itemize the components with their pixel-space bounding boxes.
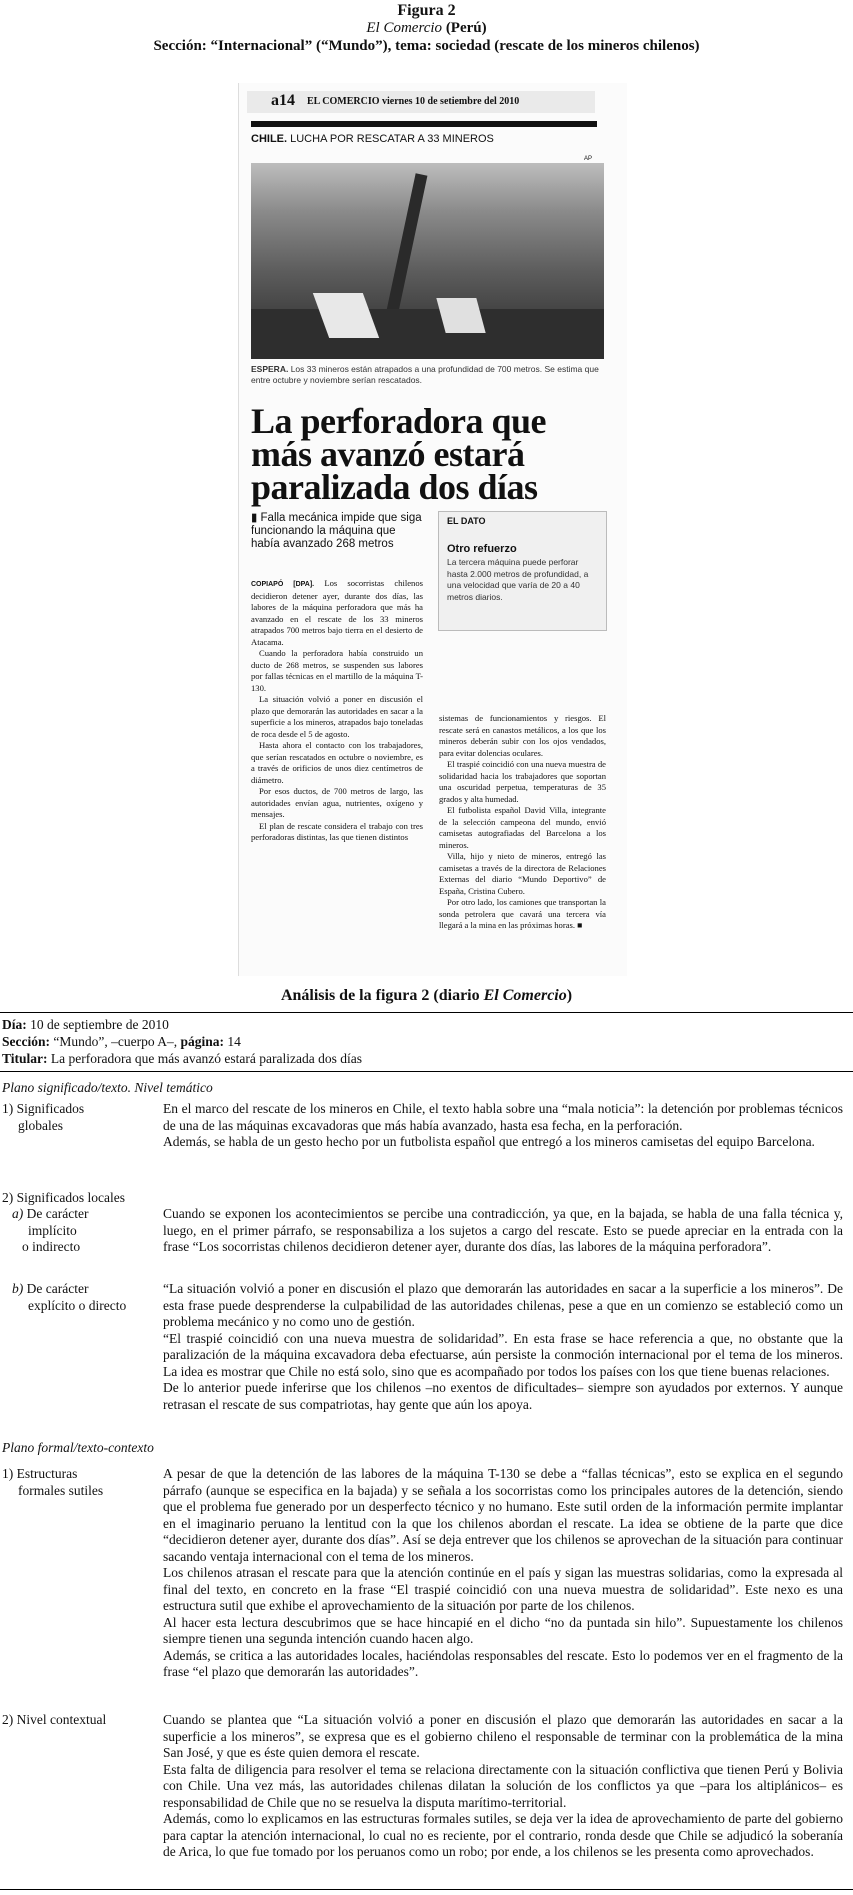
label-line: o indirecto [22, 1239, 81, 1254]
divider [251, 121, 597, 127]
meta-key: Día: [2, 1017, 27, 1032]
paragraph-text: Los socorristas chilenos decidieron detener ayer, durante dos días, las labores de la máquina perforadora que más ha avanzado en el rescate de los 33 mineros atrapados 700 metros bajo tierra en el desierto de Atacama. [251, 578, 423, 647]
analysis-paragraph: “La situación volvió a poner en discusión el plazo que demorarán las autoridades en sacar a la superficie a los mineros”. De esta frase puede desprenderse la culpabilidad de las autoridades chilenas, pese a que en un comienzo se estableció como un problema mecánico y no como uno de gestión. [163, 1281, 843, 1329]
box-text: La tercera máquina puede perforar hasta 2.000 metros de profundidad, a una velocidad que varía de 20 a 40 metros diarios. [447, 557, 589, 602]
analysis-paragraph: “El traspié coincidió con una nueva muestra de solidaridad”. En esta frase se hace referencia a que, no obstante que la paralización de la máquina excavadora deba efectuarse, aún persiste la conmoción internacional por el tema de los mineros. La idea es mostrar que Chile no está solo, sino que es acompañado por todos los países con los que tiene buenas relaciones. [163, 1330, 843, 1379]
article-paragraph: Hasta ahora el contacto con los trabajadores, que serían rescatados en octubre o noviembre, es a través de orificios de unos diez centímetros de diámetro. [251, 740, 423, 785]
article-column-right [439, 713, 606, 932]
label-line: 1) Estructuras [2, 1466, 78, 1481]
analysis-paragraph: Esta falta de diligencia para resolver el tema se relaciona directamente con la situación conflictiva que tienen Perú y Bolivia con Chile. Una vez más, las autoridades chilenas dilatan la solución de los conflictos ya que –para los altiplánicos– es responsabilidad de Chile que no se resuelva la disputa marítimo-territorial. [163, 1761, 843, 1810]
title-part: Análisis de la figura 2 (diario [280, 987, 484, 1004]
mine-rescue-photo [251, 163, 604, 359]
newspaper-masthead [247, 91, 595, 113]
row-label [12, 1206, 88, 1256]
deck: ▮ Falla mecánica impide que siga funcionando la máquina que había avanzado 268 metros [251, 512, 422, 550]
label-marker: a) [12, 1206, 24, 1221]
analysis-paragraph: En el marco del rescate de los mineros en Chile, el texto habla sobre una “mala noticia”: la detención por problemas técnicos de una de las máquinas excavadoras que más había avanzado, hasta esa fecha, en la perforación. [163, 1101, 843, 1133]
article-paragraph: sistemas de funcionamientos y riesgos. El rescate será en canastos metálicos, a los que los mineros deberán subir con los ojos vendados, para evitar dolencias oculares. [439, 713, 606, 758]
row-text [163, 1206, 843, 1256]
analysis-paragraph: Cuando se exponen los acontecimientos se percibe una contradicción, ya que, en la bajada, se habla de una falla técnica y, luego, en el primer párrafo, se responsabiliza a los sujetos a cargo del rescate. Esto se puede apreciar en la entrada con la frase “Los socorristas chilenos decidieron detener ayer, durante dos días, las labores de la máquina perforadora”. [163, 1206, 843, 1254]
row-label: 2) Significados locales [2, 1190, 125, 1205]
figure-section: Sección: “Internacional” (“Mundo”), tema: sociedad (rescate de los mineros chilenos) [153, 38, 700, 54]
row-text [163, 1466, 843, 1681]
article-paragraph: Cuando la perforadora había construido un ducto de 268 metros, se suspenden sus labores por fallas técnicas en el martillo de la máquina T-130. [251, 648, 423, 693]
el-dato-box [438, 511, 607, 631]
row-label [2, 1101, 84, 1134]
analysis-title [0, 987, 853, 1005]
meta-value: 14 [224, 1034, 241, 1049]
divider [0, 1889, 853, 1890]
title-part: ) [566, 987, 573, 1004]
dateline: COPIAPÓ [DPA]. [251, 581, 315, 588]
label-line: implícito [28, 1222, 77, 1238]
page-number: a14 [271, 92, 295, 109]
deck-text: Falla mecánica impide que siga funcionando la máquina que había avanzado 268 metros [251, 512, 422, 550]
row-label [2, 1466, 103, 1499]
label-line: globales [18, 1117, 63, 1133]
flag-shape [436, 298, 485, 333]
box-label: EL DATO [447, 516, 486, 526]
newspaper-clipping [238, 83, 627, 976]
label-marker: b) [12, 1281, 24, 1296]
article-paragraph: Por otro lado, los camiones que transportan la sonda petrolera que cavará una tercera vía llegará a la mina en las próximas horas. ■ [439, 897, 606, 930]
newspaper-name: El Comercio [366, 20, 443, 36]
article-paragraph: El traspié coincidió con una nueva muestra de solidaridad hacia los trabajadores que soportan una oscuridad perpetua, temperaturas de 35 grados y alta humedad. [439, 759, 606, 804]
article-paragraph: Villa, hijo y nieto de mineros, entregó las camisetas a través de la directora de Relaciones Externas del diario “Mundo Deportivo” de España, Cristina Cubero. [439, 851, 606, 896]
ground-shape [251, 309, 604, 359]
row-text [163, 1712, 843, 1861]
caption-text: Los 33 mineros están atrapados a una profundidad de 700 metros. Se estima que entre octubre y noviembre serían rescatados. [251, 364, 599, 385]
photo-caption [251, 364, 604, 386]
box-title: Otro refuerzo [447, 543, 517, 555]
article-paragraph: El futbolista español David Villa, integrante de la selección campeona del mundo, envió camisetas autografiadas del Barcelona a los mineros. [439, 805, 606, 850]
plane-heading: Plano significado/texto. Nivel temático [2, 1080, 213, 1095]
divider [0, 1071, 853, 1072]
figure-title: Figura 2 [397, 2, 456, 19]
title-paper: El Comercio [483, 987, 567, 1004]
caption-bold: ESPERA. [251, 364, 289, 374]
figure-source [0, 20, 853, 37]
kicker-bold: CHILE. [251, 133, 288, 145]
article-paragraph [251, 578, 423, 648]
label-line: De carácter [23, 1281, 89, 1296]
meta-value: 10 de septiembre de 2010 [26, 1017, 169, 1032]
meta-section [2, 1034, 241, 1050]
drill-rig-shape [387, 173, 428, 312]
row-label [12, 1281, 126, 1314]
analysis-paragraph: Además, como lo explicamos en las estructuras formales sutiles, se deja ver la idea de aprovechamiento de parte del gobierno para captar la atención internacional, lo cual no es reciente, por el contrario, ronda desde que Chile se adjudicó la soberanía de Arica, lo que fue tomado por los peruanos como un robo; por ende, a los chilenos se les presenta como aprovechados. [163, 1811, 843, 1859]
analysis-paragraph: Al hacer esta lectura descubrimos que se hace hincapié en el dicho “no da puntada sin hilo”. Supuestamente los chilenos siempre tienen una segunda intención cuando hacen algo. [163, 1614, 843, 1646]
article-paragraph: Por esos ductos, de 700 metros de largo, las autoridades envían agua, nutrientes, oxígeno y mensajes. [251, 786, 423, 819]
meta-value: La perforadora que más avanzó estará paralizada dos días [47, 1051, 362, 1066]
photo-credit: AP [584, 156, 593, 162]
headline: La perforadora que más avanzó estará paralizada dos días [251, 401, 546, 507]
meta-key: Sección: [2, 1034, 50, 1049]
analysis-paragraph: A pesar de que la detención de las labores de la máquina T-130 se debe a “fallas técnicas”, esto se explica en el segundo párrafo (aunque se especifica en la bajada) y se señala a los socorristas como los principales autores de la detención, siendo que el problema fue generado por un desperfecto técnico y no humano. Este sutil orden de la información permite implantar en el imaginario peruano la lentitud con la que los chilenos abordan el rescate. La idea se obtiene de la parte que dice “decidieron detener ayer, durante dos días”. Así se deja entrever que los chilenos se aprovechan de la situación para continuar sacando ventaja internacional con el tema de los mineros. [163, 1466, 843, 1564]
analysis-paragraph: Los chilenos atrasan el rescate para que la atención continúe en el país y sigan las muestras solidarias, como la expresada al final del texto, en concreto en la frase “El traspié coincidió con una nueva muestra de solidaridad”. Este nexo es una estructura sutil que exhibe el aprovechamiento de la situación por parte de los chilenos. [163, 1565, 843, 1613]
divider [0, 1012, 853, 1013]
analysis-paragraph: Además, se critica a las autoridades locales, haciéndolas responsables del rescate. Esto lo podemos ver en el fragmento de la frase “el plazo que demorarán las autoridades”. [163, 1647, 843, 1679]
article-paragraph: La situación volvió a poner en discusión el plazo que demorarán las autoridades en sacar a la superficie a los mineros, atrapados bajo toneladas de roca desde el 5 de agosto. [251, 694, 423, 739]
newspaper-country: (Perú) [445, 20, 487, 36]
meta-headline [2, 1051, 362, 1067]
label-line: formales sutiles [18, 1482, 104, 1498]
meta-day [2, 1017, 169, 1033]
analysis-paragraph: Además, se habla de un gesto hecho por un futbolista español que entregó a los mineros camisetas del equipo Barcelona. [163, 1134, 815, 1149]
meta-key: página: [180, 1034, 224, 1049]
kicker-text: LUCHA POR RESCATAR A 33 MINEROS [290, 133, 494, 145]
analysis-paragraph: Cuando se plantea que “La situación volvió a poner en discusión el plazo que demorarán las autoridades en sacar a la superficie a los mineros”, se expresa que es el gobierno chileno el responsable de terminar con la problemática de la mina San José, y que es éste quien demora el rescate. [163, 1712, 843, 1760]
label-line: 1) Significados [2, 1101, 85, 1116]
row-label: 2) Nivel contextual [2, 1712, 107, 1727]
meta-value: “Mundo”, –cuerpo A–, [50, 1034, 181, 1049]
label-line: explícito o directo [28, 1297, 127, 1313]
row-text [163, 1101, 843, 1151]
label-line: De carácter [23, 1206, 89, 1221]
plane-heading: Plano formal/texto-contexto [2, 1440, 154, 1455]
meta-key: Titular: [2, 1051, 48, 1066]
article-column-left [251, 578, 423, 844]
masthead-date: EL COMERCIO viernes 10 de setiembre del 2010 [307, 96, 520, 107]
article-paragraph: El plan de rescate considera el trabajo con tres perforadoras distintas, las que tienen distintos [251, 820, 423, 842]
analysis-paragraph: De lo anterior puede inferirse que los chilenos –no exentos de dificultades– siempre son ayudados por externos. Y aunque retrasan el rescate de sus compatriotas, hay gente que aún los apoya. [163, 1380, 843, 1412]
kicker [251, 133, 494, 145]
row-text [163, 1281, 843, 1413]
